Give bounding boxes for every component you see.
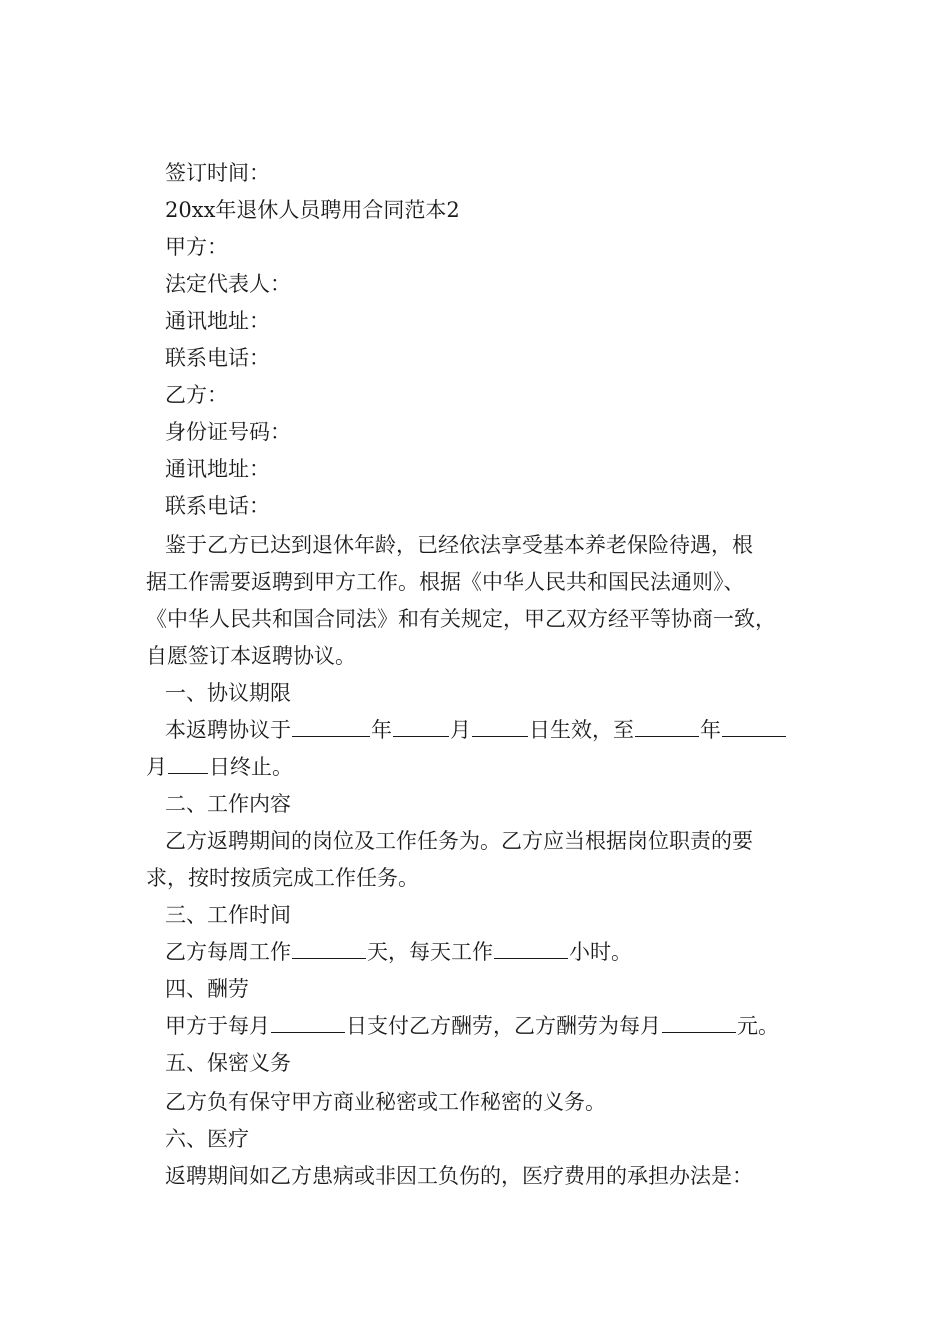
start-day-blank [472, 718, 528, 737]
monthly-pay-blank [662, 1014, 736, 1033]
section-1-text-line-2 [146, 755, 293, 779]
s3-text-b: 天，每天工作 [367, 940, 493, 964]
start-year-blank [292, 718, 370, 737]
address-a-label: 通讯地址： [165, 309, 270, 333]
section-2-text-line-1: 乙方返聘期间的岗位及工作任务为。乙方应当根据岗位职责的要 [165, 829, 753, 853]
s1-text-a: 本返聘协议于 [165, 718, 291, 742]
s1-text-f: 月 [146, 755, 167, 779]
days-per-week-blank [292, 940, 366, 959]
s3-text-c: 小时。 [569, 940, 632, 964]
pay-day-blank [271, 1014, 345, 1033]
phone-a-label: 联系电话： [165, 346, 270, 370]
section-6-heading: 六、医疗 [165, 1127, 249, 1151]
end-month-blank [722, 718, 786, 737]
s1-text-d: 日生效，至 [529, 718, 634, 742]
preamble-line-3: 《中华人民共和国合同法》和有关规定，甲乙双方经平等协商一致， [146, 607, 776, 631]
party-b-label: 乙方： [165, 383, 228, 407]
s4-text-a: 甲方于每月 [165, 1014, 270, 1038]
s4-text-c: 元。 [737, 1014, 779, 1038]
preamble-line-2: 据工作需要返聘到甲方工作。根据《中华人民共和国民法通则》、 [146, 570, 745, 594]
section-1-text-line-1 [165, 718, 787, 742]
preamble-line-4: 自愿签订本返聘协议。 [146, 644, 356, 668]
section-6-text: 返聘期间如乙方患病或非因工负伤的，医疗费用的承担办法是： [165, 1164, 753, 1188]
address-b-label: 通讯地址： [165, 457, 270, 481]
id-number-label: 身份证号码： [165, 420, 291, 444]
section-4-heading: 四、酬劳 [165, 977, 249, 1001]
hours-per-day-blank [494, 940, 568, 959]
section-2-heading: 二、工作内容 [165, 792, 291, 816]
s4-text-b: 日支付乙方酬劳，乙方酬劳为每月 [346, 1014, 661, 1038]
section-1-heading: 一、协议期限 [165, 681, 291, 705]
s1-text-g: 日终止。 [209, 755, 293, 779]
preamble-line-1: 鉴于乙方已达到退休年龄，已经依法享受基本养老保险待遇，根 [165, 533, 753, 557]
phone-b-label: 联系电话： [165, 494, 270, 518]
s1-text-b: 年 [371, 718, 392, 742]
section-5-heading: 五、保密义务 [165, 1051, 291, 1075]
party-a-label: 甲方： [165, 235, 228, 259]
section-5-text: 乙方负有保守甲方商业秘密或工作秘密的义务。 [165, 1090, 606, 1114]
document-title: 20xx年退休人员聘用合同范本2 [165, 198, 460, 222]
end-year-blank [635, 718, 699, 737]
section-3-text [165, 940, 632, 964]
s3-text-a: 乙方每周工作 [165, 940, 291, 964]
start-month-blank [393, 718, 449, 737]
s1-text-c: 月 [450, 718, 471, 742]
legal-rep-label: 法定代表人： [165, 272, 291, 296]
s1-text-e: 年 [700, 718, 721, 742]
end-day-blank [168, 755, 208, 774]
section-4-text [165, 1014, 779, 1038]
section-3-heading: 三、工作时间 [165, 903, 291, 927]
section-2-text-line-2: 求，按时按质完成工作任务。 [146, 866, 419, 890]
sign-time-label: 签订时间： [165, 161, 270, 185]
